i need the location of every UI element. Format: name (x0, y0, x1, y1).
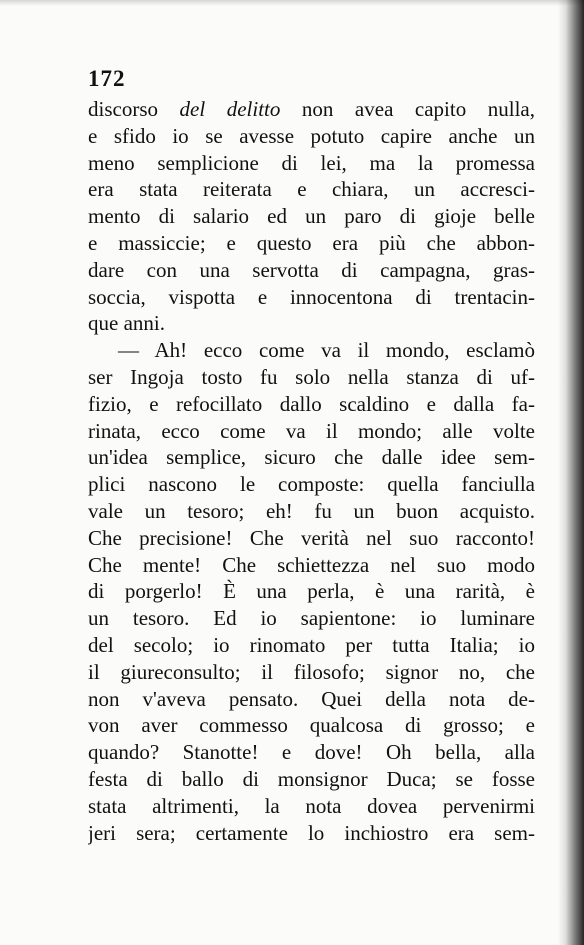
text-line: vale un tesoro; eh! fu un buon acquisto. (88, 498, 535, 523)
text-line: plici nascono le composte: quella fanciulla (88, 472, 535, 497)
text-line: il giureconsulto; il filosofo; signor no, che (88, 659, 535, 684)
text-line: soccia, vispotta e innocentona di trentacin- (88, 284, 535, 309)
text-line: era stata reiterata e chiara, un accresci- (88, 177, 535, 202)
text-line-end: non avea capito nulla, (280, 97, 535, 121)
paragraph-end-line: que anni. (88, 311, 165, 336)
text-line: e sfido io se avesse potuto capire anche un (88, 123, 535, 148)
text-line: mento di salario ed un paro di gioje belle (88, 204, 535, 229)
text-line-start: discorso (88, 97, 180, 121)
text-line: stata altrimenti, la nota dovea pervenirmi (88, 793, 535, 818)
text-line: non v'aveva pensato. Quei della nota de- (88, 686, 535, 711)
text-line (88, 96, 535, 123)
text-line: meno semplicione di lei, ma la promessa (88, 150, 535, 175)
text-line: un tesoro. Ed io sapientone: io luminare (88, 606, 535, 631)
book-spine-shadow (558, 0, 584, 945)
text-line: del secolo; io rinomato per tutta Italia; io (88, 632, 535, 657)
dialogue-start-line: — Ah! ecco come va il mondo, esclamò (118, 338, 535, 363)
text-line: von aver commesso qualcosa di grosso; e (88, 713, 535, 738)
text-line: quando? Stanotte! e dove! Oh bella, alla (88, 740, 535, 765)
text-line: Che mente! Che schiettezza nel suo modo (88, 552, 535, 577)
text-line: dare con una servotta di campagna, gras- (88, 257, 535, 282)
text-line: Che precisione! Che verità nel suo racconto! (88, 525, 535, 550)
page-top-edge (0, 0, 584, 6)
text-line: rinata, ecco come va il mondo; alle volte (88, 418, 535, 443)
body-text (88, 96, 535, 846)
text-line: fizio, e refocillato dallo scaldino e dalla fa- (88, 391, 535, 416)
text-line: ser Ingoja tosto fu solo nella stanza di uf- (88, 364, 535, 389)
page-number: 172 (88, 66, 126, 91)
text-line: un'idea semplice, sicuro che dalle idee sem- (88, 445, 535, 470)
text-line: festa di ballo di monsignor Duca; se fosse (88, 766, 535, 791)
text-line: jeri sera; certamente lo inchiostro era sem- (88, 820, 535, 845)
italic-phrase: del delitto (179, 97, 281, 121)
text-line: di porgerlo! È una perla, è una rarità, è (88, 579, 535, 604)
text-line: e massiccie; e questo era più che abbon- (88, 230, 535, 255)
